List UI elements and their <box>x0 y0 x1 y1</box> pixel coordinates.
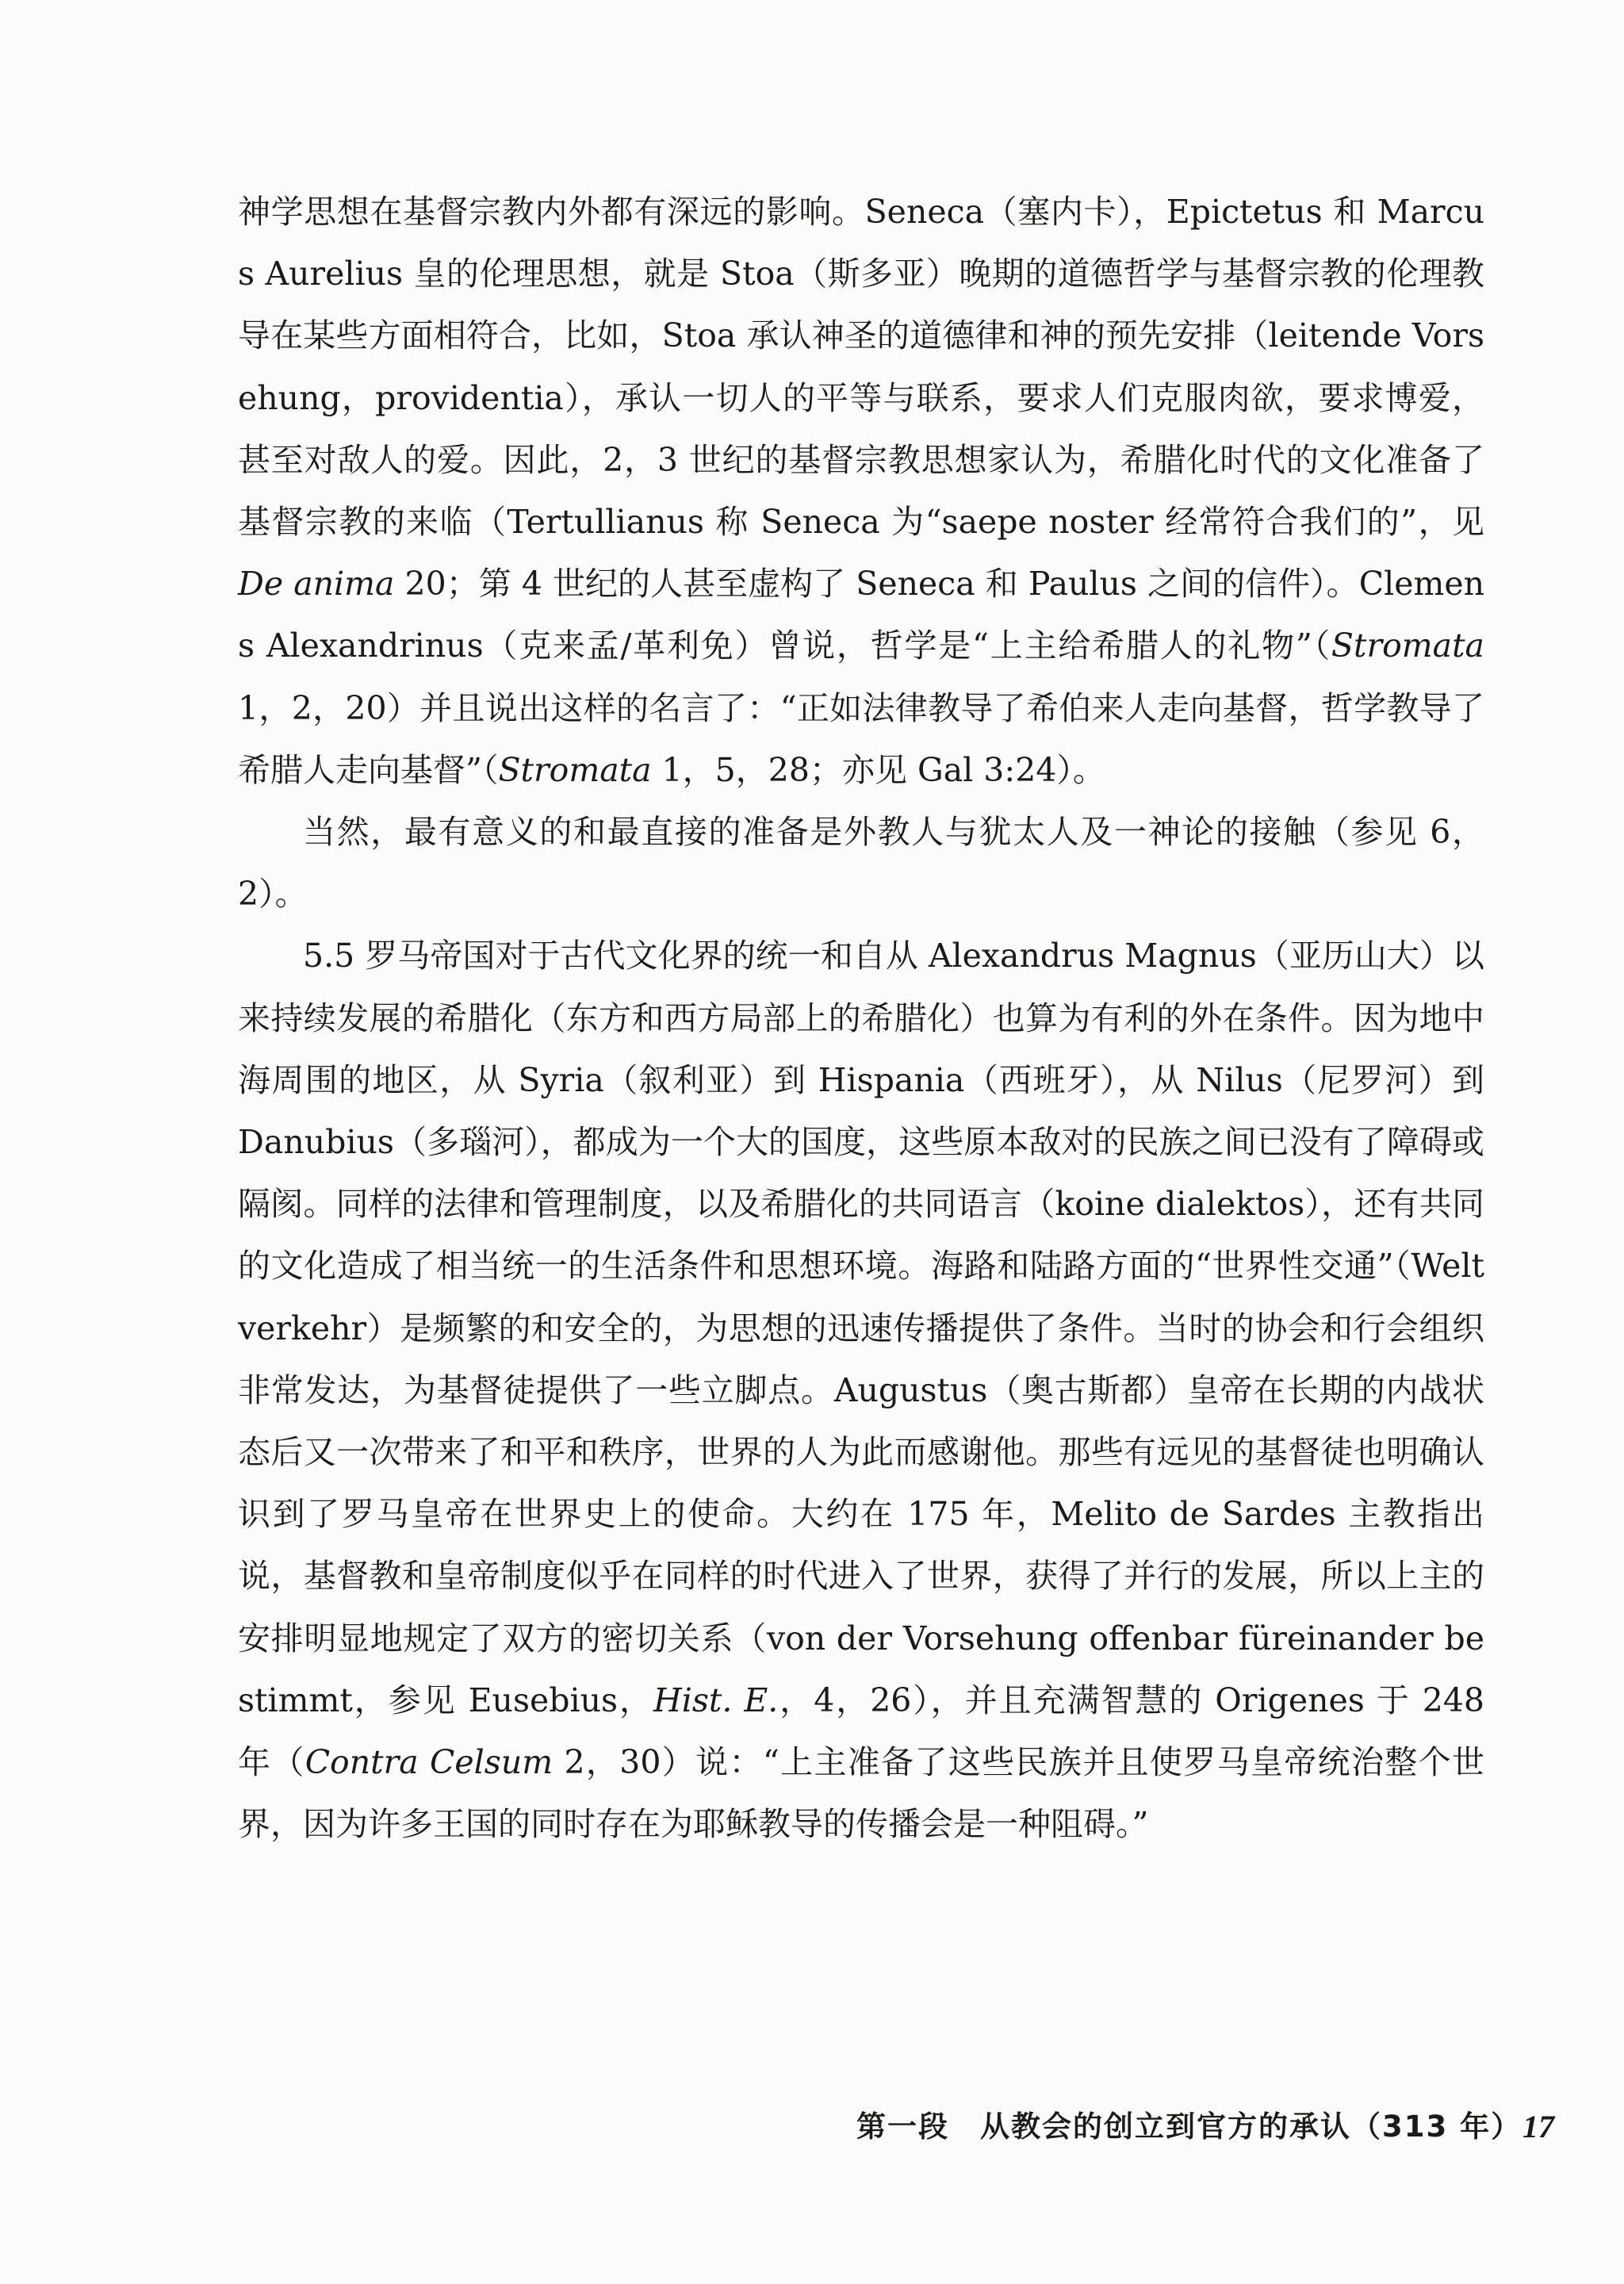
text-run: 2，30）说：“上主准备了这些民族并且使罗马皇帝统治整个世界，因为许多王国的同时存在为耶稣教导的传播会是一种阻碍。” <box>238 1743 1484 1844</box>
text-run: 5.5 罗马帝国对于古代文化界的统一和自从 Alexandrus Magnus（亚历山大）以来持续发展的希腊化（东方和西方局部上的希腊化）也算为有利的外在条件。因为地中海周围的地区，从 Syria（叙利亚）到 Hispania（西班牙），从 Nilus（尼罗河）到 Danubius（多瑙河），都成为一个大的国度，这些原本敌对的民族之间已没有了障碍或隔阂。同样的法律和管理制度，以及希腊化的共同语言（koine dialektos），还有共同的文化造成了相当统一的生活条件和思想环境。海路和陆路方面的“世界性交通”（Weltverkehr）是频繁的和安全的，为思想的迅速传播提供了条件。当时的协会和行会组织非常发达，为基督徒提供了一些立脚点。Augustus（奥古斯都）皇帝在长期的内战状态后又一次带来了和平和秩序，世界的人为此而感谢他。那些有远见的基督徒也明确认识到了罗马皇帝在世界史上的使命。大约在 175 年，Melito de Sardes 主教指出说，基督教和皇帝制度似乎在同样的时代进入了世界，获得了并行的发展，所以上主的安排明显地规定了双方的密切关系（von der Vorsehung offenbar füreinander bestimmt，参见 Eusebius， <box>238 937 1484 1719</box>
text-run: 神学思想在基督宗教内外都有深远的影响。Seneca（塞内卡），Epictetus 和 Marcus Aurelius 皇的伦理思想，就是 Stoa（斯多亚）晚期的道德哲学与基督宗教的伦理教导在某些方面相符合，比如，Stoa 承认神圣的道德律和神的预先安排（leitende Vorsehung，providentia），承认一切人的平等与联系，要求人们克服肉欲，要求博爱，甚至对敌人的爱。因此，2，3 世纪的基督宗教思想家认为，希腊化时代的文化准备了基督宗教的来临（Tertullianus 称 Seneca 为“saepe noster 经常符合我们的”，见 <box>238 193 1484 542</box>
italic-citation: Stromata <box>498 750 652 789</box>
paragraph-3 <box>238 925 1484 1855</box>
text-run: 20；第 4 世纪的人甚至虚构了 Seneca 和 Paulus 之间的信件）。Clemens Alexandrinus（克来孟/革利免）曾说，哲学是“上主给希腊人的礼物”（ <box>238 565 1485 665</box>
italic-citation: De anima <box>238 565 395 604</box>
paragraph-1 <box>238 181 1484 801</box>
page-footer <box>856 2103 1554 2151</box>
text-run: 当然，最有意义的和最直接的准备是外教人与犹太人及一神论的接触（参见 6，2）。 <box>238 813 1484 914</box>
page-body <box>238 181 1484 1855</box>
page-number: 17 <box>1522 2109 1554 2144</box>
italic-citation: Stromata <box>1331 627 1484 665</box>
italic-citation: Hist. E. <box>653 1680 779 1719</box>
text-run: 1，2，20）并且说出这样的名言了：“正如法律教导了希伯来人走向基督，哲学教导了希腊人走向基督”（ <box>238 688 1484 789</box>
running-head: 第一段 从教会的创立到官方的承认（313 年） <box>856 2110 1522 2144</box>
text-run: ，4，26），并且充满智慧的 Origenes 于 248 年（ <box>238 1680 1484 1782</box>
text-run: 1，5，28；亦见 Gal 3:24）。 <box>651 750 1105 789</box>
paragraph-2 <box>238 801 1484 925</box>
italic-citation: Contra Celsum <box>304 1743 553 1782</box>
